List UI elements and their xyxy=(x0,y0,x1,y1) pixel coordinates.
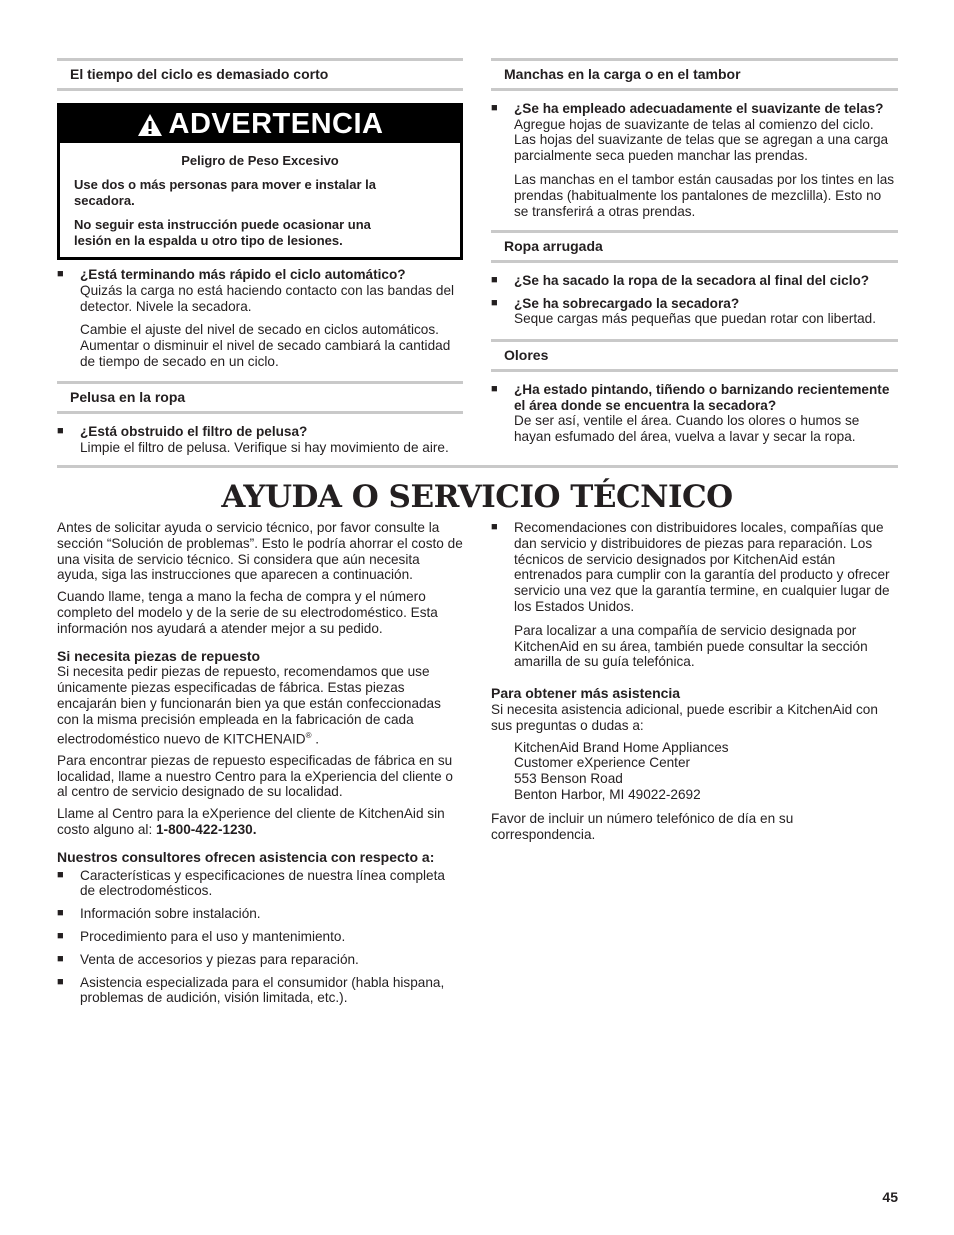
bullet-question: ■ ¿Se ha sacado la ropa de la secadora al final del ciclo? xyxy=(514,272,870,288)
bullet-question: ■ ¿Se ha sobrecargado la secadora? xyxy=(514,295,740,311)
intro-paragraph-2: Cuando llame, tenga a mano la fecha de compra y el número completo del modelo y de la serie de su electrodoméstico. Esta información nos ayudará a atender mejor a su pedido. xyxy=(57,589,438,636)
paragraph: Para localizar a una compañía de servicio designada por KitchenAid en su área, también puede consultar la sección amarilla de su guía telefónica. xyxy=(514,622,868,670)
page-number: 45 xyxy=(882,1189,898,1205)
odors-heading: Olores xyxy=(491,339,898,372)
mailing-address xyxy=(491,740,898,803)
warning-triangle-icon xyxy=(137,113,163,137)
address-line: Customer eXperience Center xyxy=(514,755,691,771)
lint-section xyxy=(57,381,463,455)
warning-title: ADVERTENCIA xyxy=(168,108,384,140)
bullet-question: ■ ¿Se ha empleado adecuadamente el suavizante de telas? xyxy=(514,100,884,116)
list-item: ■ Venta de accesorios y piezas para reparación. xyxy=(57,952,463,968)
short-cycle-heading: El tiempo del ciclo es demasiado corto xyxy=(57,58,463,91)
section-divider xyxy=(57,465,898,468)
more-assistance-paragraph: Si necesita asistencia adicional, puede escribir a KitchenAid con sus preguntas o dudas a: xyxy=(491,701,878,733)
warning-header xyxy=(60,106,460,143)
parts-paragraph-3 xyxy=(57,806,463,838)
parts-heading: Si necesita piezas de repuesto xyxy=(57,647,261,664)
list-item xyxy=(491,101,898,164)
warning-subtitle: Peligro de Peso Excesivo xyxy=(181,153,339,168)
address-line: KitchenAid Brand Home Appliances xyxy=(514,739,729,755)
consult-list xyxy=(57,868,463,1007)
bullet-question: ■ ¿Está terminando más rápido el ciclo automático? xyxy=(80,267,406,282)
list-item xyxy=(57,267,463,314)
warning-line-2: No seguir esta instrucción puede ocasionar una lesión en la espalda u otro tipo de lesiones. xyxy=(74,217,371,248)
parts-paragraph-2: Para encontrar piezas de repuesto especificadas de fábrica en su localidad, llame a nuestro Centro para la eXperiencia del cliente o al centro de servicio designado de su localidad. xyxy=(57,752,453,800)
more-assistance-heading: Para obtener más asistencia xyxy=(491,685,681,702)
wrinkled-heading: Ropa arrugada xyxy=(491,230,898,263)
bullet-answer: Quizás la carga no está haciendo contacto con las bandas del detector. Nivele la secadora. xyxy=(80,282,455,314)
short-cycle-section xyxy=(57,58,463,91)
parts-paragraph-1 xyxy=(57,664,463,747)
list-item: ■ Información sobre instalación. xyxy=(57,906,463,922)
list-item xyxy=(491,273,898,289)
address-line: Benton Harbor, MI 49022-2692 xyxy=(514,786,701,802)
consult-heading: Nuestros consultores ofrecen asistencia con respecto a: xyxy=(57,848,435,865)
warning-box xyxy=(57,103,463,260)
parts-paragraph-1-text: Si necesita pedir piezas de repuesto, recomendamos que use únicamente piezas especificadas de fábrica. Estas piezas encajarán bien y funcionarán bien ya que están confeccionadas con la misma precisión empleada en la fabricación de cada electrodoméstico nuevo de KITCHENAID xyxy=(57,664,441,747)
bullet-answer: Agregue hojas de suavizante de telas al comienzo del ciclo. Las hojas del suavizante de telas que se agregan a una carga parcialmente seca pueden manchar las prendas. xyxy=(514,116,889,164)
wrinkled-section xyxy=(491,230,898,327)
parts-paragraph-1-end: . xyxy=(311,731,320,747)
parts-paragraph-3-text: Llame al Centro para la eXperience del cliente de KitchenAid sin costo alguno al: xyxy=(57,806,445,838)
registered-mark: ® xyxy=(305,730,312,740)
list-item: ■ Procedimiento para el uso y mantenimiento. xyxy=(57,929,463,945)
warning-line-1: Use dos o más personas para mover e instalar la secadora. xyxy=(74,177,377,208)
odors-section xyxy=(491,339,898,445)
bullet-question: ■ ¿Ha estado pintando, tiñendo o barnizando recientemente el área donde se encuentra la secadora? xyxy=(514,381,890,413)
short-cycle-bullets xyxy=(57,267,463,370)
bullet-answer: Limpie el filtro de pelusa. Verifique si hay movimiento de aire. xyxy=(80,439,449,455)
paragraph: Las manchas en el tambor están causadas por los tintes en las prendas (habitualmente los pantalones de mezclilla). Esto no se transferirá a otras prendas. xyxy=(514,171,895,219)
service-left-column xyxy=(57,520,463,1006)
list-item xyxy=(57,424,463,456)
paragraph: Cambie el ajuste del nivel de secado en ciclos automáticos. Aumentar o disminuir el nivel de secado cambiará la cantidad de tiempo de secado en un ciclo. xyxy=(80,322,451,369)
closing-paragraph: Favor de incluir un número telefónico de día en su correspondencia. xyxy=(491,810,794,842)
service-right-column xyxy=(491,520,898,848)
phone-number: 1-800-422-1230. xyxy=(156,822,257,838)
list-item: ■ Recomendaciones con distribuidores locales, compañías que dan servicio y distribuidores de piezas para reparación. Los técnicos de servicio designados por KitchenAid están entrenados para cumplir con la garantía del producto y ofrecer servicio una vez que la garantía termine, en cualquier lugar de los Estados Unidos. xyxy=(491,520,898,615)
stains-heading: Manchas en la carga o en el tambor xyxy=(491,58,898,91)
page-title: AYUDA O SERVICIO TÉCNICO xyxy=(221,479,733,515)
bullet-question: ■ ¿Está obstruido el filtro de pelusa? xyxy=(80,423,308,439)
list-item: ■ Asistencia especializada para el consumidor (habla hispana, problemas de audición, visión limitada, etc.). xyxy=(57,975,463,1007)
bullet-answer: De ser así, ventile el área. Cuando los olores o humos se hayan esfumado del área, vuelva a lavar y secar la ropa. xyxy=(514,413,860,445)
list-item xyxy=(491,296,898,328)
intro-paragraph-1: Antes de solicitar ayuda o servicio técnico, por favor consulte la sección “Solución de problemas”. Esto le podría ahorrar el costo de una visita de servicio técnico. Si considera que aún necesita ayuda, siga las instrucciones que aparecen a continuación. xyxy=(57,520,463,583)
bullet-answer: Seque cargas más pequeñas que puedan rotar con libertad. xyxy=(514,311,876,327)
lint-heading: Pelusa en la ropa xyxy=(57,381,463,414)
stains-section xyxy=(491,58,898,219)
address-line: 553 Benson Road xyxy=(514,771,623,787)
list-item xyxy=(491,382,898,445)
list-item: ■ Características y especificaciones de nuestra línea completa de electrodomésticos. xyxy=(57,868,463,900)
